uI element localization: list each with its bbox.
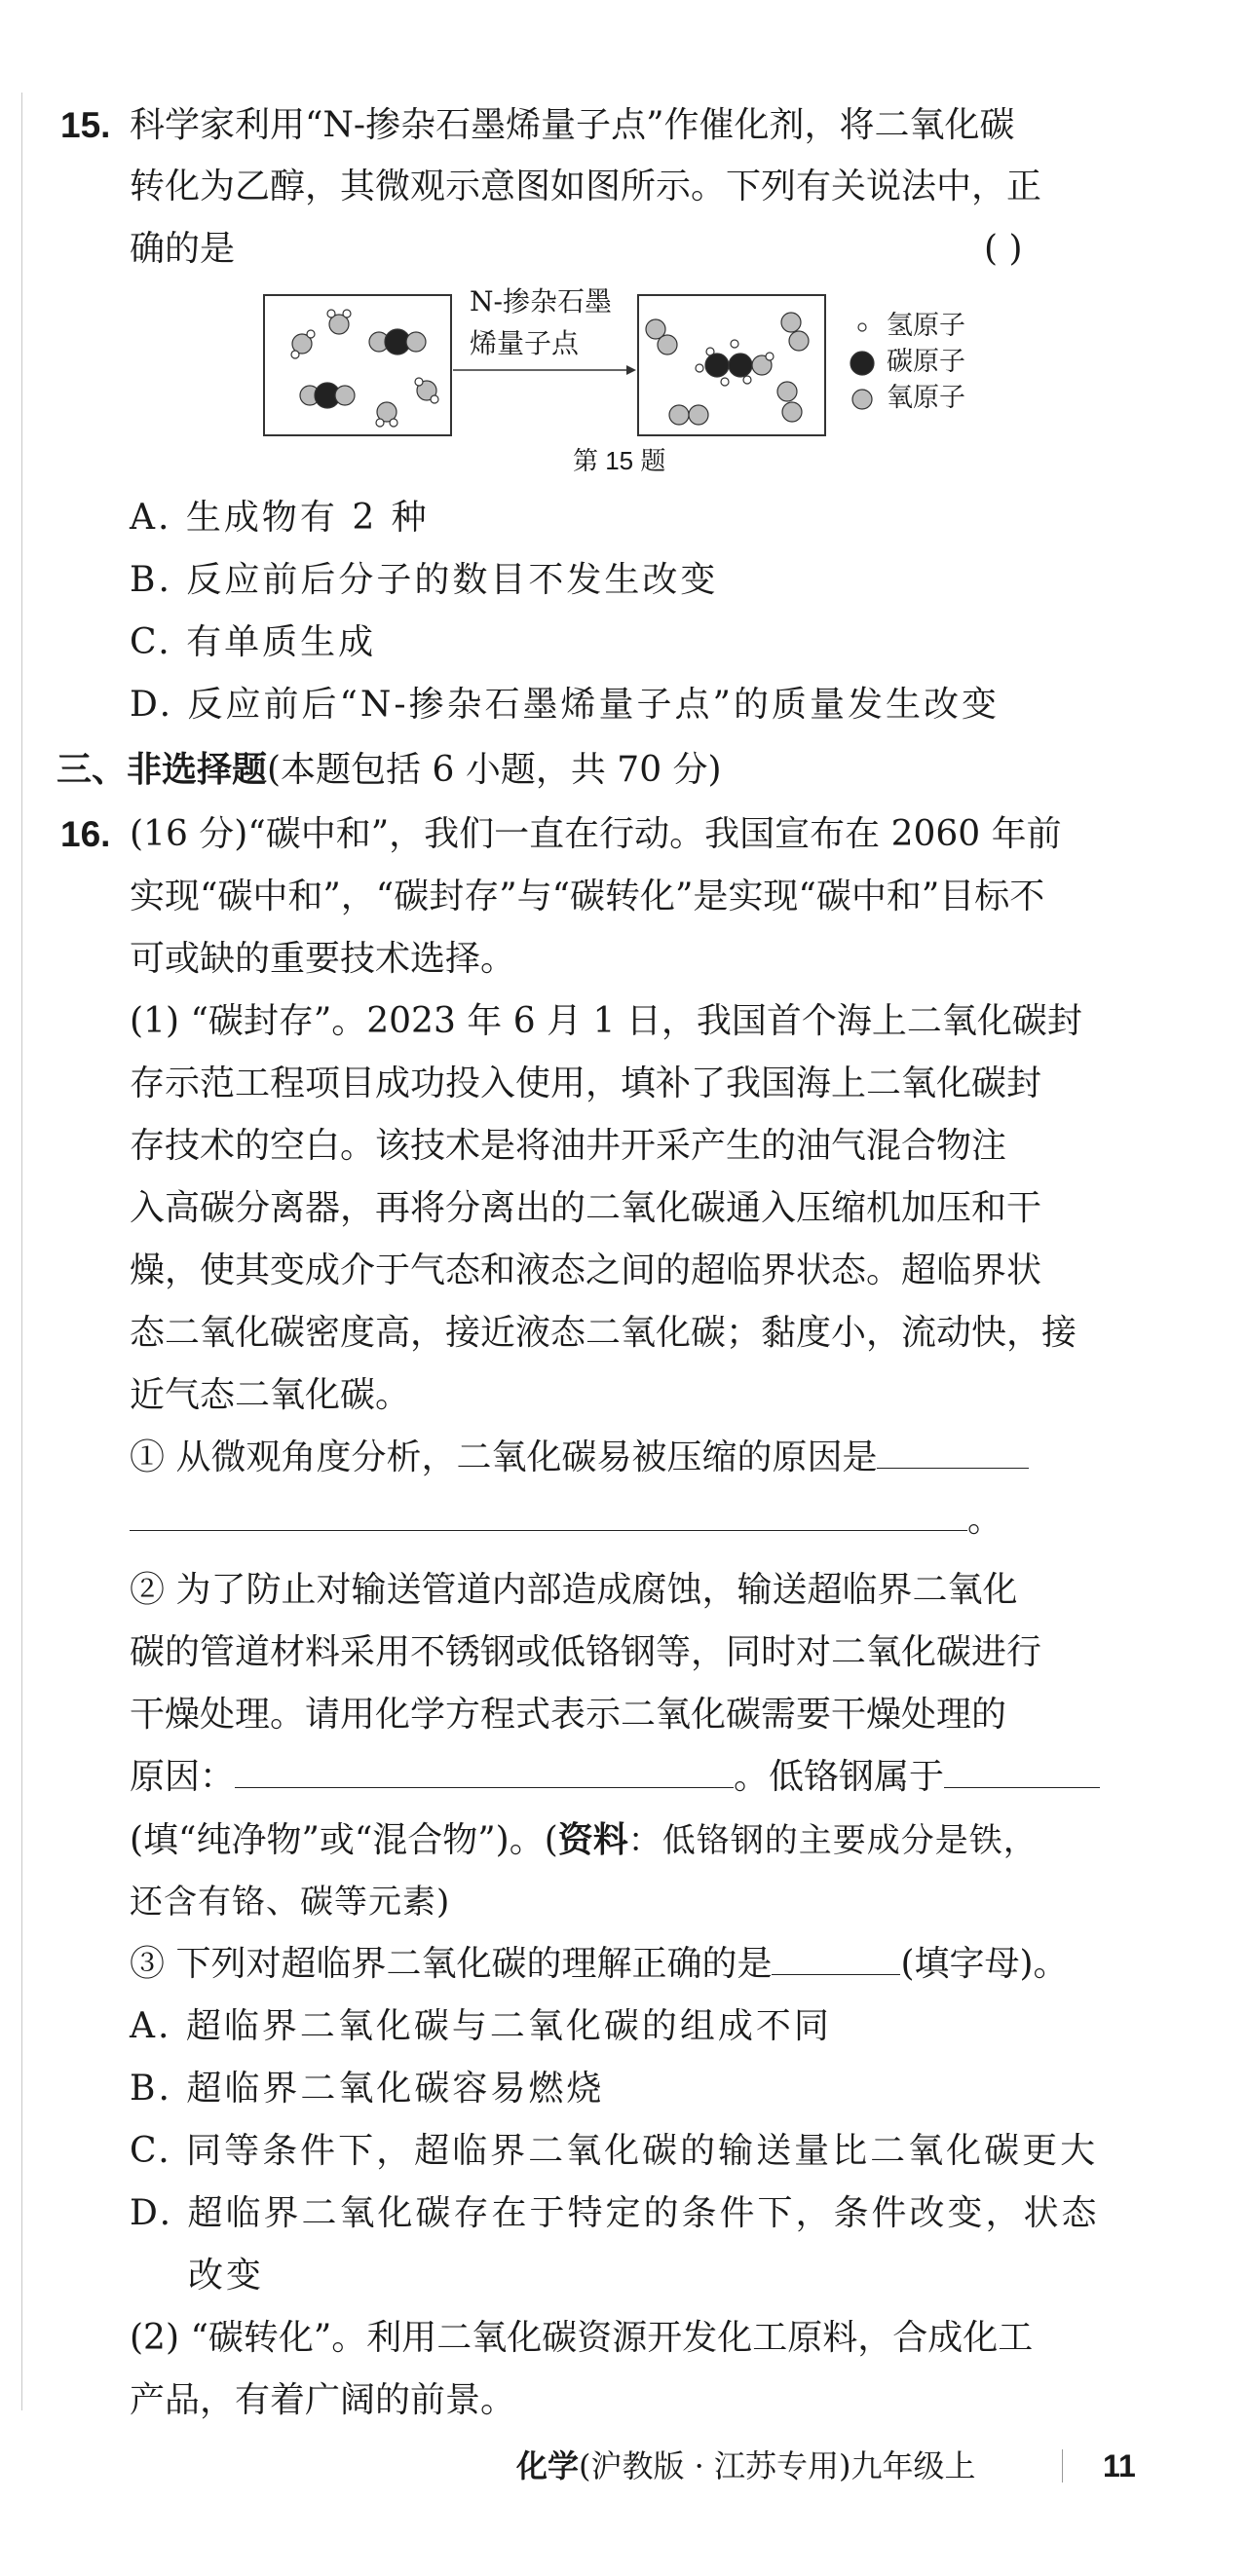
q16-line-9: 态二氧化碳密度高，接近液态二氧化碳；黏度小，流动快，接	[130, 1313, 1077, 1353]
co2-molecule	[300, 383, 355, 408]
q16-option-c: C. 同等条件下，超临界二氧化碳的输送量比二氧化碳更大	[130, 2131, 1099, 2171]
q16-sub2-line-1: ② 为了防止对输送管道内部造成腐蚀，输送超临界二氧化	[130, 1570, 1018, 1610]
q16-sub3	[130, 1941, 1069, 1988]
resource-text: ：低铬钢的主要成分是铁，	[627, 1821, 1038, 1860]
question-15-line-3: 确的是	[130, 229, 236, 269]
legend-oxygen-label: 氧原子	[887, 383, 965, 413]
answer-blank[interactable]	[130, 1501, 967, 1531]
h2o-molecule	[327, 310, 351, 334]
margin-line	[21, 93, 22, 2410]
q16-line-7: 入高碳分离器，再将分离出的二氧化碳通入压缩机加压和干	[130, 1188, 1042, 1228]
q16-sub2-reason: 原因：	[130, 1757, 236, 1797]
footer-title	[516, 2445, 976, 2487]
q15-option-a: A. 生成物有 2 种	[130, 498, 430, 538]
q16-line-5: 存示范工程项目成功投入使用，填补了我国海上二氧化碳封	[130, 1064, 1042, 1103]
o2-molecule	[781, 313, 809, 351]
legend-hydrogen-symbol	[858, 323, 866, 331]
o2-molecule	[669, 405, 708, 425]
q16-option-a: A. 超临界二氧化碳与二氧化碳的组成不同	[130, 2006, 832, 2046]
reaction-diagram	[253, 285, 1013, 514]
q16-option-b: B. 超临界二氧化碳容易燃烧	[130, 2069, 605, 2109]
legend-carbon-symbol	[850, 352, 874, 375]
q16-line-6: 存技术的空白。该技术是将油井开采产生的油气混合物注	[130, 1126, 1007, 1166]
q16-line-2: 实现“碳中和”，“碳封存”与“碳转化”是实现“碳中和”目标不	[130, 877, 1045, 916]
q16-sub1-end: 。	[967, 1500, 1003, 1540]
q16-line-1: (16 分)“碳中和”，我们一直在行动。我国宣布在 2060 年前	[130, 814, 1062, 854]
resource-label: 资料	[557, 1819, 628, 1860]
reactants-box	[264, 295, 451, 435]
answer-parentheses: ( )	[984, 229, 1023, 269]
q16-part2-line-2: 产品，有着广阔的前景。	[130, 2380, 516, 2420]
q16-line-4: (1) “碳封存”。2023 年 6 月 1 日，我国首个海上二氧化碳封	[130, 1001, 1082, 1041]
q16-sub2-mid: 。低铬钢属于	[734, 1757, 945, 1797]
question-16-number: 16.	[60, 814, 111, 854]
question-15-number: 15.	[60, 105, 111, 145]
q16-line-8: 燥，使其变成介于气态和液态之间的超临界状态。超临界状	[130, 1251, 1042, 1290]
q16-sub2-line-5	[130, 1816, 1038, 1864]
arrow-label-line-2: 烯量子点	[470, 327, 580, 359]
q16-line-10: 近气态二氧化碳。	[130, 1375, 411, 1415]
o2-molecule	[777, 382, 802, 422]
q16-sub1-text: ① 从微观角度分析，二氧化碳易被压缩的原因是	[130, 1437, 878, 1477]
section-title: 三、非选择题	[57, 749, 268, 790]
legend-carbon-label: 碳原子	[887, 347, 965, 377]
q16-option-d-cont: 改变	[188, 2256, 265, 2296]
question-15-line-1: 科学家利用“N-掺杂石墨烯量子点”作催化剂，将二氧化碳	[130, 105, 1015, 145]
q16-sub2-line-3: 干燥处理。请用化学方程式表示二氧化碳需要干燥处理的	[130, 1695, 1007, 1735]
answer-blank[interactable]	[877, 1438, 1029, 1469]
q16-line-3: 可或缺的重要技术选择。	[130, 939, 516, 979]
section-heading	[57, 746, 722, 794]
legend-oxygen-symbol	[852, 390, 872, 409]
q16-sub1	[130, 1435, 1029, 1481]
footer-edition: (沪教版 · 江苏专用)九年级上	[579, 2447, 976, 2484]
equation-blank[interactable]	[235, 1758, 734, 1788]
reaction-arrow-head	[626, 365, 636, 375]
q16-sub2-fill: (填“纯净物”或“混合物”)。(	[130, 1820, 558, 1860]
q16-sub2-line-4	[130, 1754, 1100, 1801]
co2-molecule	[369, 329, 426, 355]
section-note: (本题包括 6 小题，共 70 分)	[267, 750, 722, 790]
q16-sub3-text: ③ 下列对超临界二氧化碳的理解正确的是	[130, 1944, 773, 1984]
footer-divider	[1062, 2449, 1063, 2483]
q16-option-d: D. 超临界二氧化碳存在于特定的条件下，条件改变，状态	[130, 2193, 1100, 2233]
q15-option-c: C. 有单质生成	[130, 622, 377, 662]
classification-blank[interactable]	[944, 1758, 1100, 1788]
o2-molecule	[646, 319, 677, 355]
question-15-line-2: 转化为乙醇，其微观示意图如图所示。下列有关说法中，正	[130, 167, 1042, 206]
q16-sub2-line-6: 还含有铬、碳等元素)	[130, 1883, 451, 1922]
letter-blank[interactable]	[772, 1945, 900, 1975]
figure-caption: 第 15 题	[573, 446, 666, 475]
ethanol-molecule	[696, 340, 774, 386]
q16-sub1-cont	[130, 1497, 1002, 1544]
q15-option-b: B. 反应前后分子的数目不发生改变	[130, 560, 719, 600]
q16-sub2-line-2: 碳的管道材料采用不锈钢或低铬钢等，同时对二氧化碳进行	[130, 1632, 1042, 1672]
q16-part2-line-1: (2) “碳转化”。利用二氧化碳资源开发化工原料，合成化工	[130, 2318, 1034, 2358]
h2o-molecule	[376, 402, 397, 427]
q15-option-d: D. 反应前后“N-掺杂石墨烯量子点”的质量发生改变	[130, 685, 1000, 725]
h2o-molecule	[415, 378, 438, 403]
q16-sub3-tail: (填字母)。	[900, 1944, 1069, 1984]
h2o-molecule	[291, 330, 315, 358]
arrow-label-line-1: N-掺杂石墨	[470, 285, 612, 317]
footer-subject: 化学	[516, 2447, 580, 2484]
legend-hydrogen-label: 氢原子	[887, 311, 965, 341]
page-number: 11	[1103, 2448, 1136, 2483]
